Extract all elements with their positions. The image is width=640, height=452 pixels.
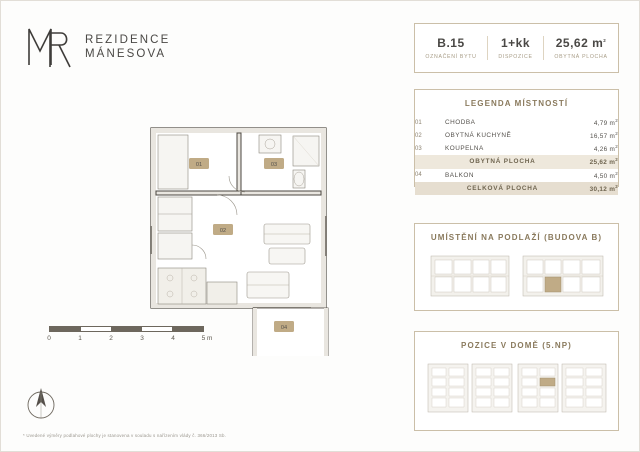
scale-tick: 3 <box>140 335 144 342</box>
legend-num <box>415 182 445 195</box>
legend-area: 16,57 $m^2$ <box>589 131 618 141</box>
footnote-text: * Uvedené výměry podlahové plochy je stanovena v souladu s nařízením vlády č. 366/2013 Sb. <box>23 433 227 438</box>
legend-area: 4,26 $m^2$ <box>593 144 618 154</box>
svg-text:01: 01 <box>195 162 203 168</box>
legend-panel <box>414 89 619 193</box>
legend-num: 03 <box>415 145 422 152</box>
apartment-floorplan <box>21 96 381 356</box>
scale-segment <box>49 326 80 332</box>
house-position-diagram <box>415 358 618 420</box>
legend-area: 4,79 $m^2$ <box>593 118 618 128</box>
legend-name: BALKON <box>445 171 474 179</box>
svg-text:04: 04 <box>280 325 288 331</box>
area-label: OBYTNÁ PLOCHA <box>554 54 608 61</box>
scale-tick: 1 <box>78 335 82 342</box>
house-position-panel <box>414 331 619 431</box>
house-position-title: POZICE V DOMĚ (5.NP) <box>461 341 572 350</box>
floor-location-title: UMÍSTĚNÍ NA PODLAŽÍ (BUDOVA B) <box>430 233 603 242</box>
scale-segment <box>80 326 111 332</box>
table-row-subtotal <box>415 155 618 168</box>
layout-label: DISPOZICE <box>498 54 533 61</box>
unit-id-label: OZNAČENÍ BYTU <box>425 54 477 61</box>
brand-line-1: REZIDENCE <box>85 33 171 46</box>
scale-segment <box>111 326 142 332</box>
scale-tick: 2 <box>109 335 113 342</box>
legend-name: CHODBA <box>445 119 476 127</box>
scale-tick: 5 m <box>201 335 213 342</box>
legend-name: OBYTNÁ PLOCHA <box>445 155 560 168</box>
scale-bar-labels <box>49 335 224 347</box>
legend-title: LEGENDA MÍSTNOSTÍ <box>464 99 569 108</box>
scale-bar <box>49 326 224 354</box>
scale-segment <box>172 326 204 332</box>
room-tag-02 <box>213 224 233 235</box>
area-value: 25,62 $m^2$ <box>555 35 607 50</box>
legend-num: 01 <box>415 119 422 126</box>
brand-line-2: MÁNESOVA <box>85 48 167 60</box>
table-row-total <box>415 182 618 195</box>
legend-num <box>415 155 445 168</box>
legend-area: 4,50 $m^2$ <box>593 170 618 180</box>
brand-logo <box>23 21 170 73</box>
rm-monogram-icon <box>23 21 75 73</box>
unit-header-panel <box>414 23 619 73</box>
legend-num: 04 <box>415 172 422 179</box>
area-cell <box>543 36 618 60</box>
table-row <box>415 142 618 155</box>
legend-table <box>415 116 618 195</box>
legend-name: KOUPELNA <box>445 145 484 153</box>
compass-north-icon <box>21 383 61 423</box>
layout-cell <box>487 36 543 60</box>
legend-name: OBYTNÁ KUCHYNĚ <box>445 132 512 140</box>
room-tag-04 <box>274 321 294 332</box>
legend-num: 02 <box>415 132 422 139</box>
table-row <box>415 169 618 182</box>
floor-location-diagram <box>415 250 618 302</box>
scale-tick: 0 <box>47 335 51 342</box>
scale-bar-segments <box>49 326 204 332</box>
table-row <box>415 116 618 129</box>
svg-text:02: 02 <box>219 228 227 234</box>
layout-value: 1+kk <box>500 35 530 50</box>
floor-location-panel <box>414 223 619 311</box>
legend-area: 25,62 $m^2$ <box>560 155 618 168</box>
legend-area: 30,12 $m^2$ <box>560 182 618 195</box>
unit-id-value: B.15 <box>437 35 465 50</box>
scale-segment <box>141 326 172 332</box>
table-row <box>415 129 618 142</box>
legend-name: CELKOVÁ PLOCHA <box>445 182 560 195</box>
unit-id-cell <box>415 36 487 60</box>
svg-text:03: 03 <box>270 162 278 168</box>
scale-tick: 4 <box>171 335 175 342</box>
room-tag-01 <box>189 158 209 169</box>
room-tag-03 <box>264 158 284 169</box>
